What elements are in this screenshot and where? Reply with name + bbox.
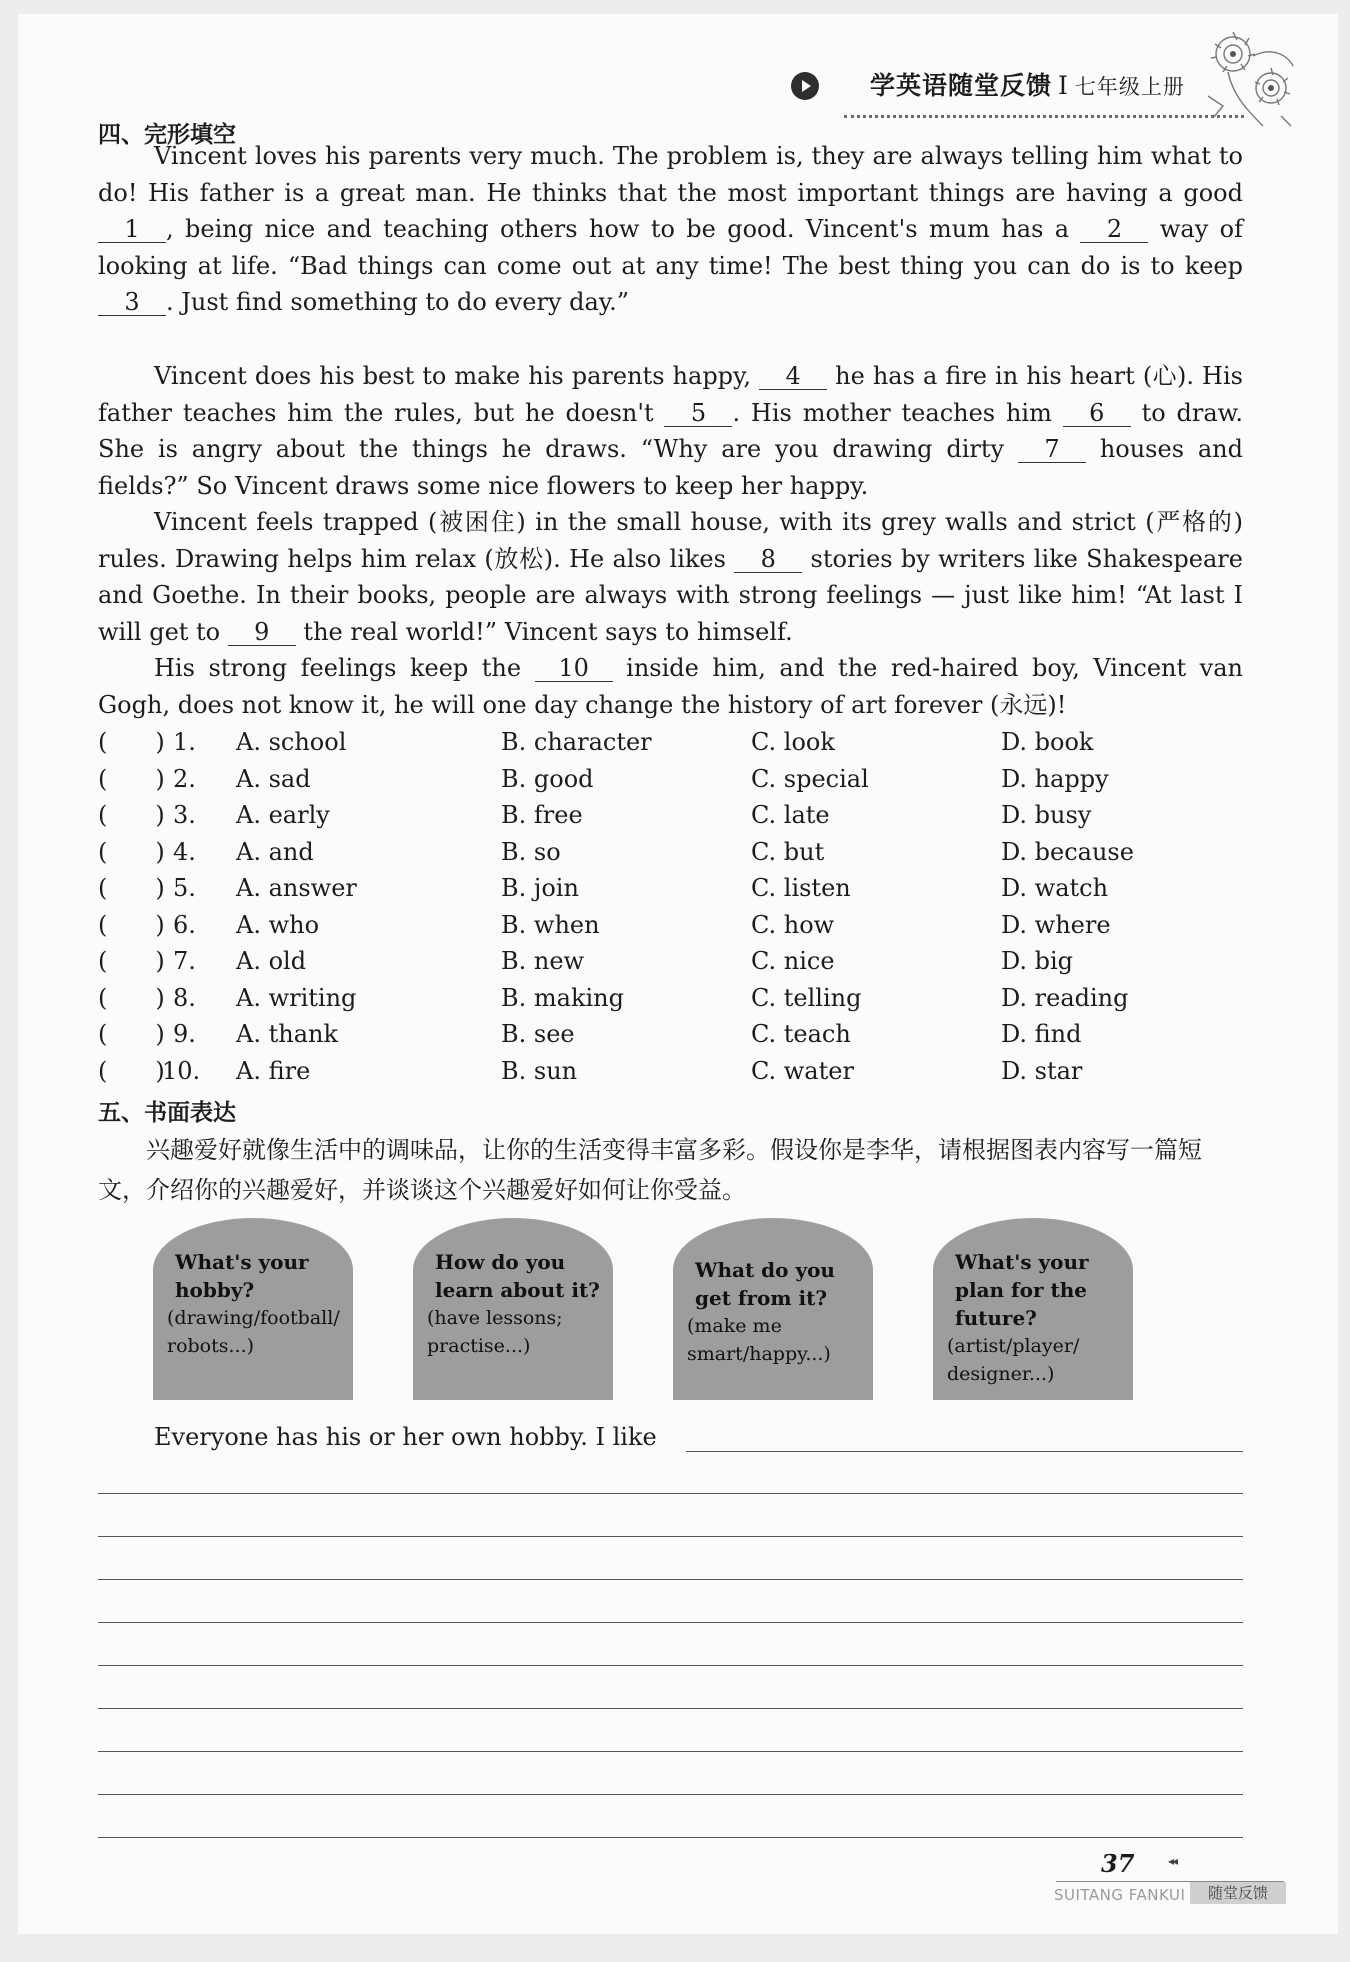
passage-text: Vincent feels trapped (被困住) in the small house, with its grey walls and strict (严格的) rules. Drawing helps him relax (放松). He also likes (98, 508, 1243, 573)
answer-bracket[interactable]: ( ) (98, 947, 165, 975)
passage-text: His strong feelings keep the (154, 654, 522, 682)
option-a[interactable]: A. early (236, 801, 330, 829)
prompt-card-hobby (153, 1218, 353, 1400)
blank-8[interactable]: 8 (734, 546, 802, 573)
cloze-paragraph-3 (98, 504, 1243, 650)
passage-text: Vincent does his best to make his parents happy, (154, 362, 752, 390)
option-d[interactable]: D. big (1001, 947, 1074, 975)
option-row (98, 834, 1238, 870)
blank-3[interactable]: 3 (98, 289, 166, 316)
option-a[interactable]: A. thank (236, 1020, 338, 1048)
writing-line[interactable] (98, 1622, 1243, 1623)
option-row (98, 724, 1238, 760)
option-b[interactable]: B. new (501, 947, 585, 975)
option-c[interactable]: C. special (751, 764, 869, 793)
option-c[interactable]: C. look (751, 728, 835, 756)
question-number: 6. (173, 910, 196, 939)
option-a[interactable]: A. school (236, 728, 347, 756)
option-a[interactable]: A. writing (236, 983, 357, 1012)
card-hint: (make me smart/happy...) (687, 1315, 831, 1365)
option-b[interactable]: B. so (501, 837, 561, 866)
option-c[interactable]: C. telling (751, 983, 862, 1012)
passage-text: . Just find something to do every day.” (166, 288, 630, 317)
blank-10[interactable]: 10 (535, 655, 613, 682)
option-b[interactable]: B. sun (501, 1056, 578, 1085)
title-separator: I (1058, 71, 1069, 100)
passage-text: houses and fields?” So Vincent draws some nice flowers to keep her happy. (98, 435, 1243, 500)
answer-bracket[interactable]: ( ) (98, 874, 165, 902)
card-question: How do you learn about it? (435, 1250, 600, 1302)
option-c[interactable]: C. how (751, 910, 835, 939)
prompt-card-benefit (673, 1218, 873, 1400)
option-a[interactable]: A. answer (236, 874, 357, 902)
answer-bracket[interactable]: ( ) (98, 1056, 165, 1085)
card-question: What's your plan for the future? (955, 1250, 1089, 1330)
question-number: 5. (173, 874, 196, 902)
option-row (98, 870, 1238, 906)
blank-6[interactable]: 6 (1063, 400, 1131, 427)
passage-text: stories by writers like Shakespeare and Goethe. In their books, people are always with strong feelings — just like him! “At last I will get to (98, 544, 1243, 646)
cloze-paragraph-1 (98, 138, 1243, 321)
option-b[interactable]: B. making (501, 983, 624, 1012)
blank-2[interactable]: 2 (1080, 216, 1148, 243)
writing-section-title: 五、书面表达 (98, 1100, 236, 1126)
writing-line-first[interactable] (686, 1451, 1243, 1452)
option-row (98, 797, 1238, 833)
answer-bracket[interactable]: ( ) (98, 801, 165, 829)
question-number: 7. (173, 947, 196, 975)
question-number: 4. (173, 837, 196, 866)
option-d[interactable]: D. star (1001, 1056, 1083, 1085)
option-b[interactable]: B. good (501, 764, 594, 793)
answer-bracket[interactable]: ( ) (98, 764, 165, 793)
blank-1[interactable]: 1 (98, 216, 166, 243)
option-row (98, 761, 1238, 797)
option-d[interactable]: D. where (1001, 910, 1111, 939)
option-row (98, 943, 1238, 979)
passage-text: to draw. She is angry about the things he draws. “Why are you drawing dirty (98, 398, 1243, 464)
cloze-paragraph-4 (98, 650, 1243, 723)
option-d[interactable]: D. because (1001, 837, 1134, 866)
book-grade: 七年级上册 (1074, 75, 1185, 99)
option-a[interactable]: A. sad (236, 764, 311, 793)
page-number: 37 (1101, 1849, 1135, 1878)
instruction-text: 兴趣爱好就像生活中的调味品，让你的生活变得丰富多彩。假设你是李华，请根据图表内容写一篇短文，介绍你的兴趣爱好，并谈谈这个兴趣爱好如何让你受益。 (98, 1136, 1202, 1204)
footer-pinyin: SUITANG FANKUI (1054, 1886, 1186, 1904)
option-a[interactable]: A. and (236, 837, 314, 866)
book-title (870, 66, 1185, 102)
blank-7[interactable]: 7 (1018, 436, 1086, 463)
question-number: 9. (173, 1020, 196, 1048)
flower-decoration-icon (1193, 26, 1303, 136)
writing-line[interactable] (98, 1579, 1243, 1580)
option-d[interactable]: D. busy (1001, 801, 1092, 829)
card-hint: (have lessons; practise...) (427, 1307, 563, 1357)
play-circle-icon (791, 72, 819, 100)
answer-bracket[interactable]: ( ) (98, 983, 165, 1012)
passage-text: inside him, and the red-haired boy, Vincent van Gogh, does not know it, he will one day change the history of art forever (永远)! (98, 654, 1243, 719)
cloze-section-title: 四、完形填空 (98, 122, 236, 148)
prompt-card-plan (933, 1218, 1133, 1400)
option-c[interactable]: C. nice (751, 947, 835, 975)
option-c[interactable]: C. water (751, 1056, 854, 1085)
option-a[interactable]: A. old (236, 947, 307, 975)
option-row (98, 907, 1238, 943)
option-row (98, 1053, 1238, 1089)
answer-bracket[interactable]: ( ) (98, 728, 165, 756)
option-d[interactable]: D. watch (1001, 874, 1109, 902)
option-b[interactable]: B. character (501, 728, 652, 756)
header-dotted-rule (844, 115, 1244, 118)
question-number: 3. (173, 801, 196, 829)
option-b[interactable]: B. free (501, 801, 583, 829)
option-b[interactable]: B. join (501, 874, 579, 902)
option-c[interactable]: C. late (751, 801, 830, 829)
writing-line[interactable] (98, 1794, 1243, 1795)
writing-line[interactable] (98, 1708, 1243, 1709)
option-b[interactable]: B. when (501, 910, 600, 939)
writing-line[interactable] (98, 1837, 1243, 1838)
writing-line[interactable] (98, 1665, 1243, 1666)
option-row (98, 980, 1238, 1016)
option-a[interactable]: A. who (236, 910, 320, 939)
passage-text: . His mother teaches him (732, 398, 1052, 427)
question-number: 1. (173, 728, 196, 756)
writing-line[interactable] (98, 1751, 1243, 1752)
option-c[interactable]: C. listen (751, 874, 851, 902)
cloze-paragraph-2 (98, 358, 1243, 504)
option-a[interactable]: A. fire (236, 1056, 311, 1085)
option-d[interactable]: D. happy (1001, 764, 1109, 793)
book-title-main: 学英语随堂反馈 (870, 71, 1053, 100)
answer-bracket[interactable]: ( ) (98, 837, 165, 866)
question-number: 2. (173, 764, 196, 793)
blank-5[interactable]: 5 (664, 400, 732, 427)
footer-tag: 随堂反馈 (1190, 1882, 1286, 1904)
answer-bracket[interactable]: ( ) (98, 1020, 165, 1048)
writing-line[interactable] (98, 1536, 1243, 1537)
passage-text: way of looking at life. “Bad things can come out at any time! The best thing you can do is to keep (98, 215, 1243, 280)
option-d[interactable]: D. reading (1001, 983, 1129, 1012)
prompt-card-learn (413, 1218, 613, 1400)
card-hint: (drawing/football/ robots...) (167, 1307, 340, 1357)
option-d[interactable]: D. find (1001, 1020, 1082, 1048)
passage-text: the real world!” Vincent says to himself. (303, 617, 793, 646)
blank-9[interactable]: 9 (228, 619, 296, 646)
question-number: 10. (162, 1056, 201, 1085)
card-question: What's your hobby? (175, 1250, 309, 1302)
writing-instructions (98, 1130, 1243, 1210)
passage-text: Vincent loves his parents very much. The problem is, they are always telling him what to do! His father is a great man. He thinks that the most important things are having a good (98, 142, 1243, 207)
option-d[interactable]: D. book (1001, 728, 1094, 756)
passage-text: , being nice and teaching others how to be good. Vincent's mum has a (166, 215, 1070, 244)
passage-text: he has a fire in his heart (心). His father teaches him the rules, but he doesn't (98, 362, 1243, 427)
writing-start-sentence: Everyone has his or her own hobby. I like (154, 1423, 657, 1451)
card-hint: (artist/player/ designer...) (947, 1335, 1080, 1385)
answer-bracket[interactable]: ( ) (98, 910, 165, 939)
blank-4[interactable]: 4 (759, 363, 827, 390)
writing-line[interactable] (98, 1493, 1243, 1494)
option-c[interactable]: C. teach (751, 1020, 851, 1048)
option-c[interactable]: C. but (751, 837, 825, 866)
card-question: What do you get from it? (695, 1258, 835, 1310)
workbook-page (18, 14, 1338, 1934)
double-arrow-left-icon: ◂◂ (1168, 1854, 1177, 1868)
question-number: 8. (173, 983, 196, 1012)
option-b[interactable]: B. see (501, 1020, 575, 1048)
option-row (98, 1016, 1238, 1052)
